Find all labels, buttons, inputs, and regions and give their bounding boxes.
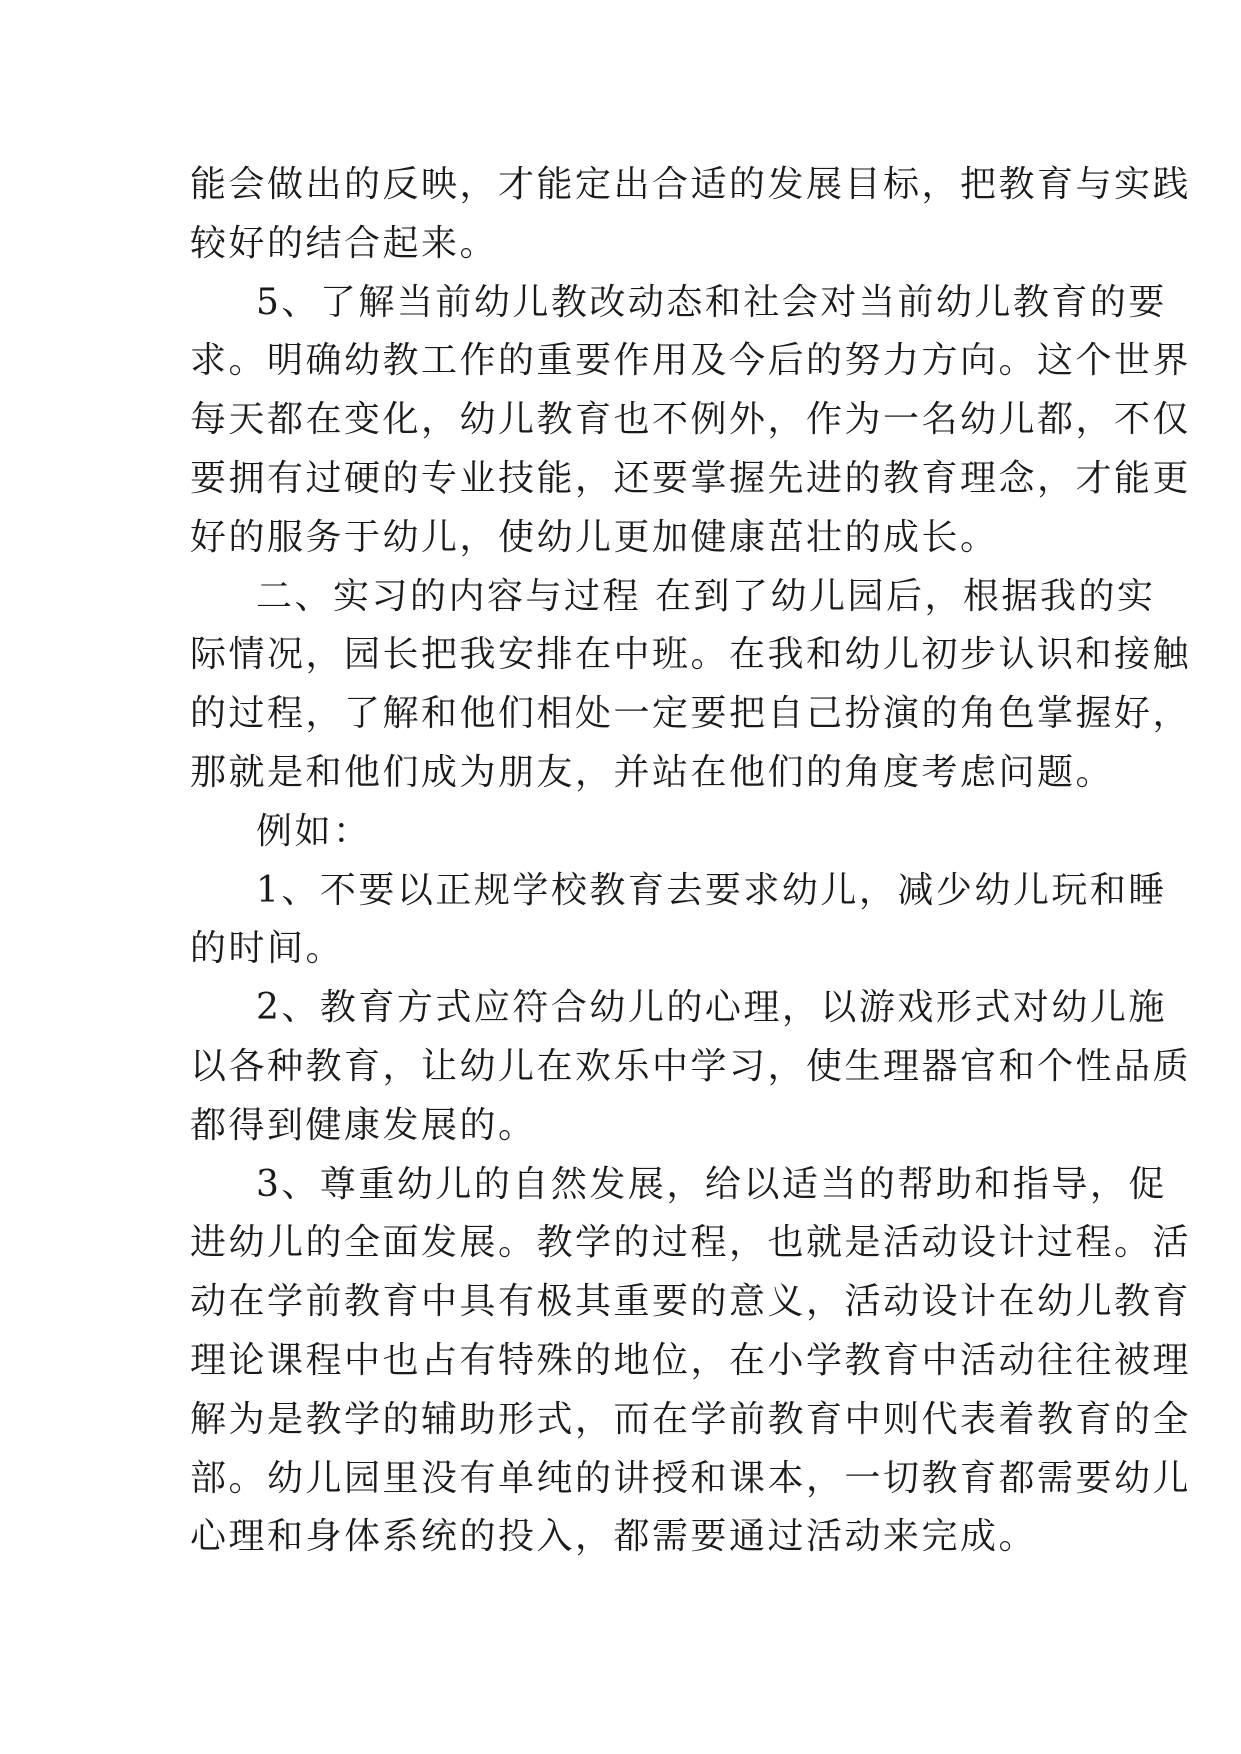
text-line: 心理和身体系统的投入，都需要通过活动来完成。 [190,1516,1038,1558]
text-line: 的时间。 [190,928,345,970]
text-line: 2、教育方式应符合幼儿的心理，以游戏形式对幼儿施 [256,987,1167,1029]
text-line: 动在学前教育中具有极其重要的意义，活动设计在幼儿教育 [190,1281,1192,1323]
text-line: 那就是和他们成为朋友，并站在他们的角度考虑问题。 [190,751,1115,793]
text-line: 的过程，了解和他们相处一定要把自己扮演的角色掌握好， [190,693,1192,735]
text-line: 3、尊重幼儿的自然发展，给以适当的帮助和指导，促 [256,1163,1167,1205]
text-line: 都得到健康发展的。 [190,1104,537,1146]
text-line: 能会做出的反映，才能定出合适的发展目标，把教育与实践 [190,164,1192,205]
body-text [190,156,1192,1567]
text-line: 要拥有过硬的专业技能，还要掌握先进的教育理念，才能更 [190,457,1192,499]
text-line: 际情况，园长把我安排在中班。在我和幼儿初步认识和接触 [190,634,1192,676]
text-line: 理论课程中也占有特殊的地位，在小学教育中活动往往被理 [190,1339,1192,1381]
text-line: 部。幼儿园里没有单纯的讲授和课本，一切教育都需要幼儿 [190,1457,1192,1499]
text-line: 较好的结合起来。 [190,222,499,264]
text-line: 进幼儿的全面发展。教学的过程，也就是活动设计过程。活 [190,1222,1192,1264]
text-line: 每天都在变化，幼儿教育也不例外，作为一名幼儿都，不仅 [190,399,1192,441]
text-line: 二、实习的内容与过程 在到了幼儿园后，根据我的实 [256,575,1156,617]
text-line: 好的服务于幼儿，使幼儿更加健康茁壮的成长。 [190,516,999,558]
text-line: 求。明确幼教工作的重要作用及今后的努力方向。这个世界 [190,340,1192,382]
text-line: 5、了解当前幼儿教改动态和社会对当前幼儿教育的要 [256,281,1167,323]
text-line: 以各种教育，让幼儿在欢乐中学习，使生理器官和个性品质 [190,1045,1192,1087]
text-line: 解为是教学的辅助形式，而在学前教育中则代表着教育的全 [190,1398,1192,1440]
text-line: 1、不要以正规学校教育去要求幼儿，减少幼儿玩和睡 [256,869,1167,911]
text-line: 例如： [256,810,372,852]
